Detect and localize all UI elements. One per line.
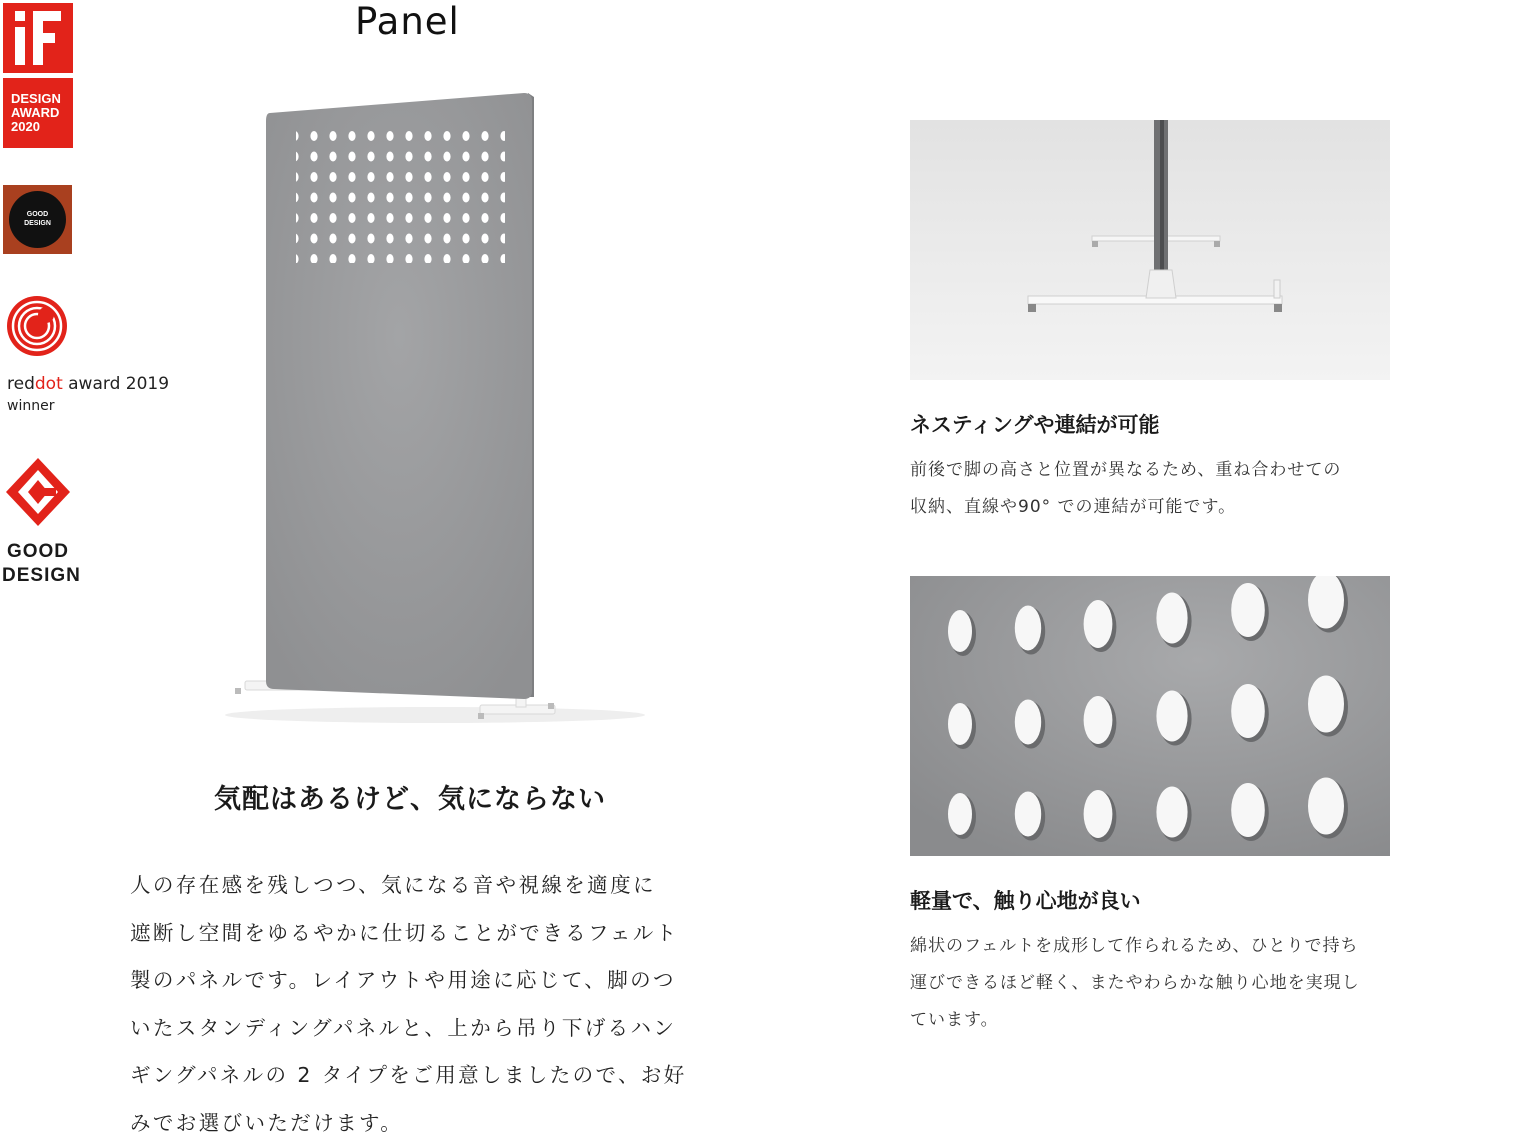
feature-body-line: 運びできるほど軽く、またやわらかな触り心地を実現し — [910, 973, 1360, 993]
if-logo-mark — [3, 3, 73, 73]
feature-body-line: ています。 — [910, 1010, 999, 1030]
reddot-logo-icon — [5, 294, 69, 358]
if-award-line: AWARD — [11, 105, 60, 120]
if-award-text — [3, 78, 73, 148]
good-design-square-badge — [3, 185, 72, 254]
reddot-winner-label: winner — [7, 398, 55, 414]
felt-panel-illustration — [210, 85, 660, 745]
felt-hole — [1015, 606, 1041, 651]
good-design-g-text — [2, 540, 81, 588]
felt-hole — [1231, 684, 1265, 738]
if-award-line: 2020 — [11, 119, 40, 134]
felt-closeup-photo — [910, 576, 1390, 856]
feature-title-nesting: ネスティングや連結が可能 — [910, 413, 1160, 437]
felt-hole — [1015, 700, 1041, 745]
felt-hole — [1156, 787, 1187, 838]
good-design-circle — [9, 191, 66, 248]
description-line: 製のパネルです。レイアウトや用途に応じて、脚のつ — [130, 968, 676, 992]
if-award-line: DESIGN — [11, 91, 61, 106]
felt-hole — [948, 703, 972, 745]
felt-hole — [1084, 790, 1113, 838]
feature-title-lightweight: 軽量で、触り心地が良い — [910, 889, 1141, 913]
felt-hole — [1015, 792, 1041, 837]
reddot-dot-word: dot — [34, 374, 63, 394]
reddot-award-badge — [3, 290, 188, 425]
description-line: 人の存在感を残しつつ、気になる音や視線を適度に — [130, 873, 656, 897]
feature-body-lightweight — [910, 928, 1400, 1039]
good-design-g-line: GOOD — [6, 541, 70, 562]
description-line: 遮断し空間をゆるやかに仕切ることができるフェルト — [130, 920, 679, 945]
good-design-g-mark-badge — [2, 456, 81, 586]
description-line: ギングパネルの 2 タイプをご用意しましたので、お好 — [130, 1063, 687, 1087]
g-mark-icon — [4, 456, 72, 528]
felt-hole — [1231, 783, 1265, 837]
nesting-legs-photo — [910, 120, 1390, 380]
product-description — [130, 862, 695, 1147]
if-logo-icon — [3, 3, 73, 73]
description-line: みでお選びいただけます。 — [130, 1110, 404, 1135]
page-title: Panel — [355, 0, 460, 43]
good-design-g-line: DESIGN — [2, 565, 81, 586]
reddot-prefix: red — [7, 374, 35, 394]
description-line: いたスタンディングパネルと、上から吊り下げるハン — [130, 1015, 677, 1040]
good-design-line: DESIGN — [24, 220, 51, 227]
felt-hole — [1308, 676, 1344, 733]
felt-hole — [1156, 691, 1187, 742]
feature-body-line: 綿状のフェルトを成形して作られるため、ひとりで持ち — [910, 936, 1359, 956]
felt-hole — [948, 610, 972, 652]
feature-body-line: 収納、直線や90° での連結が可能です。 — [910, 497, 1237, 517]
product-headline: 気配はあるけど、気にならない — [214, 784, 606, 815]
felt-hole — [1308, 778, 1344, 835]
feature-body-line: 前後で脚の高さと位置が異なるため、重ね合わせての — [910, 460, 1342, 480]
felt-hole — [1231, 583, 1265, 637]
reddot-award-label — [7, 374, 169, 394]
feature-body-nesting — [910, 452, 1400, 526]
felt-hole — [1084, 600, 1113, 648]
good-design-line: GOOD — [26, 211, 49, 218]
felt-hole — [1156, 593, 1187, 644]
reddot-suffix: award 2019 — [62, 374, 170, 394]
if-design-award-badge — [3, 3, 73, 148]
felt-hole — [948, 793, 972, 835]
felt-hole — [1084, 696, 1113, 744]
